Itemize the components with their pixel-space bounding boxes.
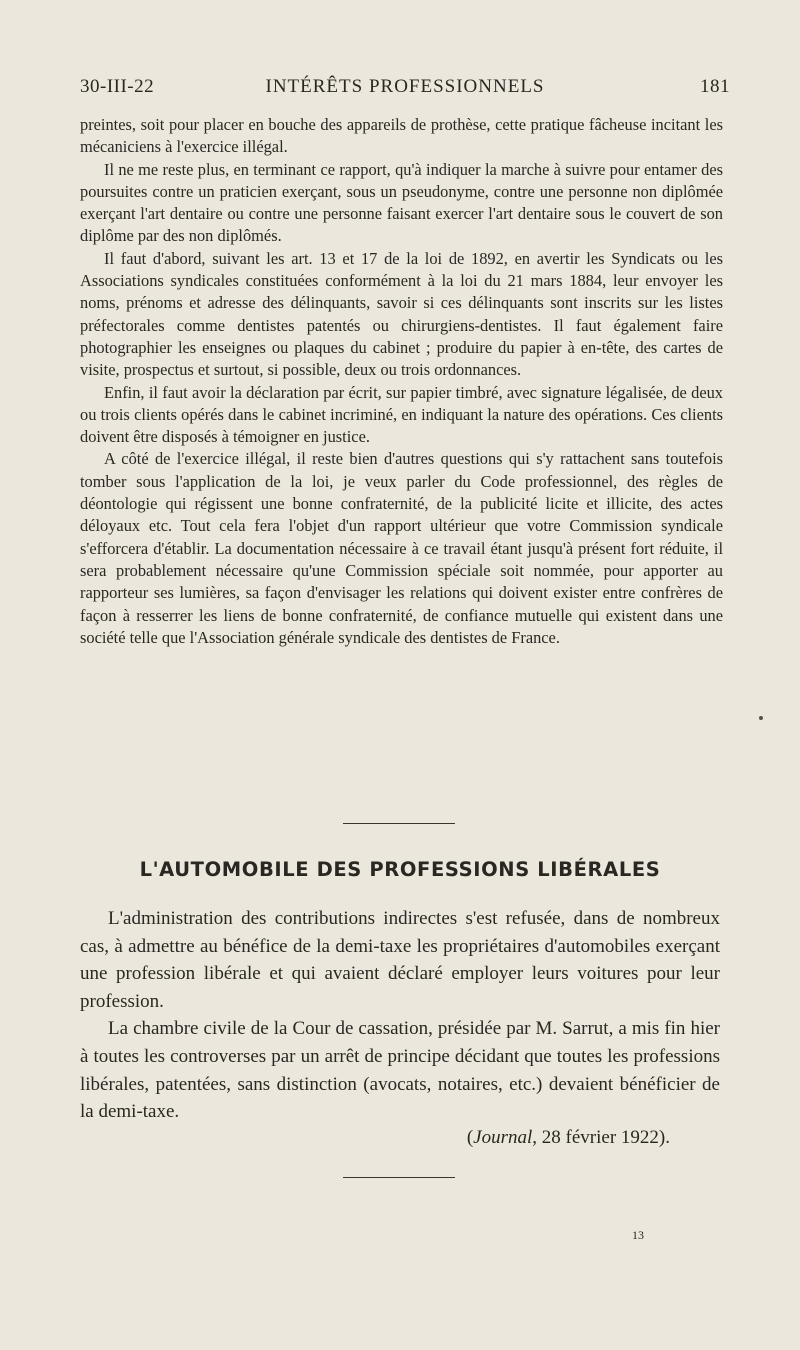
header-date: 30-III-22 <box>80 76 155 97</box>
running-header <box>80 76 730 104</box>
end-divider <box>343 1177 455 1178</box>
header-title: INTÉRÊTS PROFESSIONNELS <box>265 76 545 97</box>
source-citation: (Journal, 28 février 1922). <box>466 1127 670 1148</box>
paragraph: La chambre civile de la Cour de cassation, présidée par M. Sarrut, a mis fin hier à toutes les controverses par un arrêt de principe décidant que toutes les professions libérales, patentées, sans distinction (avocats, notaires, etc.) devaient bénéficier de la demi-taxe. <box>80 1018 720 1123</box>
paragraph: Enfin, il faut avoir la déclaration par écrit, sur papier timbré, avec signature légalisée, de deux ou trois clients opérés dans le cabinet incriminé, en indiquant la nature des opérations. Ces clients doivent être disposés à témoigner en justice. <box>80 382 723 447</box>
citation-journal: Journal <box>473 1127 533 1148</box>
paragraph: Il faut d'abord, suivant les art. 13 et 17 de la loi de 1892, en avertir les Syndicats ou les Associations syndicales constituées conformément à la loi du 21 mars 1884, leur envoyer les noms, prénoms et adresse des délinquants, savoir si ces délinquants sont inscrits sur les listes préfectorales comme dentistes patentés ou chirurgiens-dentistes. Il faut également faire photographier les enseignes ou plaques du cabinet ; produire du papier à en-tête, des cartes de visite, prospectus et surtout, si possible, deux ou trois ordonnances. <box>80 248 723 380</box>
section-divider <box>343 823 455 824</box>
signature-mark: 13 <box>632 1228 644 1242</box>
article-text <box>80 905 720 1126</box>
margin-speck <box>759 716 763 720</box>
page-number: 181 <box>700 76 730 97</box>
article-title: L'AUTOMOBILE DES PROFESSIONS LIBÉRALES <box>139 858 661 881</box>
paragraph: A côté de l'exercice illégal, il reste bien d'autres questions qui s'y rattachent sans toutefois tomber sous l'application de la loi, je veux parler du Code professionnel, des règles de déontologie qui régissent une bonne confraternité, de la publicité licite et illicite, des actes déloyaux etc. Tout cela fera l'objet d'un rapport ultérieur que votre Commission syndicale s'efforcera d'établir. La documentation nécessaire à ce travail étant jusqu'à présent fort réduite, il sera probablement nécessaire qu'une Commission spéciale soit nommée, pour apporter au rapporteur ses lumières, sa façon d'envisager les relations qui doivent exister entre confrères de façon à resserrer les liens de bonne confraternité, de confiance mutuelle qui existent dans une société telle que l'Association générale syndicale des dentistes de France. <box>80 449 723 647</box>
paragraph: preintes, soit pour placer en bouche des appareils de prothèse, cette pratique fâcheuse incitant les mécaniciens à l'exercice illégal. <box>80 115 723 157</box>
paragraph: L'administration des contributions indirectes s'est refusée, dans de nombreux cas, à admettre au bénéfice de la demi-taxe les propriétaires d'automobiles exerçant une profession libérale et qui avaient déclaré employer leurs voitures pour leur profession. <box>80 908 720 1012</box>
paragraph: Il ne me reste plus, en terminant ce rapport, qu'à indiquer la marche à suivre pour entamer des poursuites contre un praticien exerçant, sous un pseudonyme, contre une personne non diplômée exerçant l'art dentaire ou contre une personne faisant exercer l'art dentaire sous le couvert de son diplôme par des non diplômés. <box>80 159 723 246</box>
citation-date: , 28 février 1922). <box>532 1127 670 1148</box>
report-text <box>80 114 723 649</box>
